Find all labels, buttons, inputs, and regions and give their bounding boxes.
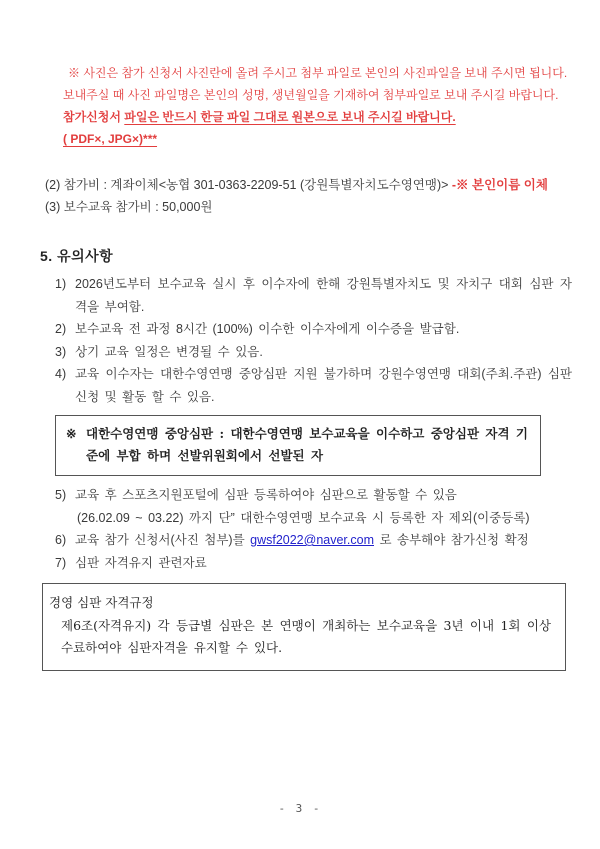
photo-notice-line-4-underlined: ( PDF×, JPG×)*** xyxy=(63,132,158,146)
notice-list xyxy=(55,273,572,574)
note-item-4 xyxy=(55,363,572,408)
note-item-marker: 5) xyxy=(55,488,67,502)
note-item-6-suffix: 로 송부해야 참가신청 확정 xyxy=(374,533,529,547)
note-item-2 xyxy=(55,318,572,341)
photo-notice-line-3 xyxy=(63,106,570,128)
photo-notice xyxy=(63,62,570,150)
photo-notice-line-1: ※ 사진은 참가 신청서 사진란에 올려 주시고 첨부 파일로 본인의 사진파일을 보내 주시면 됩니다. xyxy=(68,66,568,80)
fee-item-education xyxy=(45,196,575,218)
photo-notice-line-4 xyxy=(63,128,570,150)
note-item-1 xyxy=(55,273,572,318)
note-item-marker: 3) xyxy=(55,344,67,359)
note-item-5-subtext: (26.02.09 ~ 03.22) 까지 단” 대한수영연맹 보수교육 시 등록한 자 제외(이중등록) xyxy=(77,510,530,525)
section-title: 5. 유의사항 xyxy=(40,248,114,264)
fee-item-participation-highlight: -※ 본인이름 이체 xyxy=(451,178,548,192)
note-item-7 xyxy=(55,552,572,575)
note-item-marker: 4) xyxy=(55,367,67,381)
note-item-6-prefix: 교육 참가 신청서(사진 첨부)를 xyxy=(75,533,251,547)
note-item-6 xyxy=(55,529,572,552)
note-item-5 xyxy=(55,484,572,507)
photo-notice-line-3-underlined: 파일은 반드시 한글 파일 그대로 원본으로 보내 주시길 바랍니다. xyxy=(124,110,456,124)
note-item-marker: 1) xyxy=(55,277,67,291)
photo-notice-line-2: 보내주실 때 사진 파일명은 본인의 성명, 생년월일을 기재하여 첨부파일로 보내 주시길 바랍니다. xyxy=(63,88,559,102)
central-referee-box-text: 대한수영연맹 중앙심판 : 대한수영연맹 보수교육을 이수하고 중앙심판 자격 기준에 부합 하며 선발위원회에서 선발된 자 xyxy=(86,426,528,463)
note-item-text: 보수교육 전 과정 8시간 (100%) 이수한 이수자에게 이수증을 발급함. xyxy=(75,322,460,336)
fee-list xyxy=(45,174,575,218)
note-item-marker: 6) xyxy=(55,533,67,547)
central-referee-box xyxy=(55,415,541,476)
email-link[interactable]: gwsf2022@naver.com xyxy=(250,533,374,547)
note-item-marker: 2) xyxy=(55,322,67,336)
note-item-3 xyxy=(55,341,572,364)
note-item-marker: 7) xyxy=(55,555,67,570)
note-item-text xyxy=(75,529,572,552)
fee-item-education-text: (3) 보수교육 참가비 : 50,000원 xyxy=(45,200,213,214)
note-item-text: 교육 이수자는 대한수영연맹 중앙심판 지원 불가하며 강원수영연맹 대회(주최.주관) 심판 신청 및 활동 할 수 있음. xyxy=(75,367,572,404)
photo-notice-line-3-prefix: 참가신청서 xyxy=(63,110,125,124)
regulation-box-title: 경영 심판 자격규정 xyxy=(49,595,154,610)
note-item-text: 심판 자격유지 관련자료 xyxy=(75,555,207,570)
note-item-text: 상기 교육 일정은 변경될 수 있음. xyxy=(75,344,263,359)
fee-item-participation xyxy=(45,174,575,196)
regulation-box-body: 제6조(자격유지) 각 등급별 심판은 본 연맹이 개최하는 보수교육을 3년 이내 1회 이상 수료하여야 심판자격을 유지할 수 있다. xyxy=(61,617,551,655)
note-item-text: 2026년도부터 보수교육 실시 후 이수자에 한해 강원특별자치도 및 자치구 대회 심판 자격을 부여함. xyxy=(75,277,572,314)
regulation-box xyxy=(42,583,566,671)
page-number: - 3 - xyxy=(278,802,322,815)
fee-item-participation-text: (2) 참가비 : 계좌이체<농협 301-0363-2209-51 (강원특별자치도수영연맹)> xyxy=(45,178,452,192)
note-item-text: 교육 후 스포츠지원포털에 심판 등록하여야 심판으로 활동할 수 있음 xyxy=(75,488,457,502)
reference-mark-icon: ※ xyxy=(66,426,77,441)
